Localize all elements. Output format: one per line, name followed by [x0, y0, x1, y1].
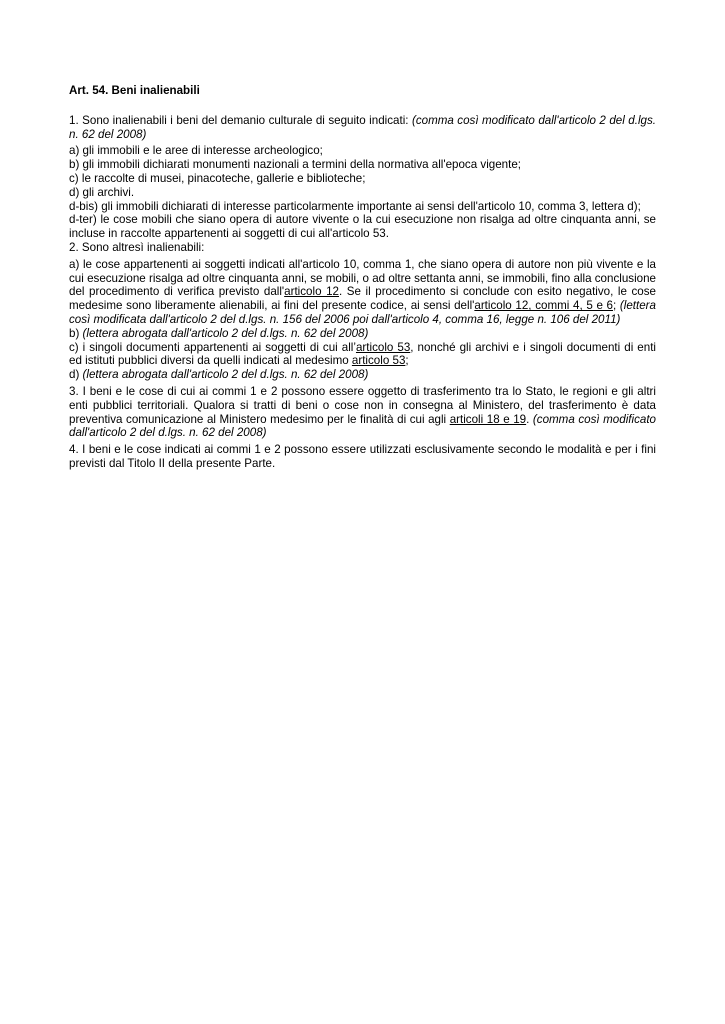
comma-2-item-d — [69, 368, 656, 382]
comma-1-note: (comma così modificato dall'articolo 2 del d.lgs. n. 62 del 2008) — [69, 113, 656, 141]
link-articolo-53-b[interactable]: articolo 53 — [351, 354, 406, 368]
comma-2-c-text-1: c) i singoli documenti appartenenti ai soggetti di cui all’ — [69, 340, 356, 354]
comma-2-item-c — [69, 341, 656, 369]
comma-1-item-c: c) le raccolte di musei, pinacoteche, gallerie e biblioteche; — [69, 171, 366, 185]
article-title: Art. 54. Beni inalienabili — [69, 84, 200, 97]
comma-4-paragraph: 4. I beni e le cose indicati ai commi 1 e 2 possono essere utilizzati esclusivamente secondo le modalità e per i fini previsti dal Titolo II della presente Parte. — [69, 443, 656, 470]
link-articoli-18-19[interactable]: articoli 18 e 19 — [449, 412, 527, 426]
link-articolo-12-commi[interactable]: articolo 12, commi 4, 5 e 6 — [474, 299, 614, 313]
comma-1-item-d-ter: d-ter) le cose mobili che siano opera di autore vivente o la cui esecuzione non risalga ad oltre cinquanta anni, se incluse in raccolte appartenenti ai soggetti di cui all'articolo 53. — [69, 213, 656, 241]
comma-1-intro: 1. Sono inalienabili i beni del demanio culturale di seguito indicati: — [69, 113, 412, 127]
document-page — [69, 84, 656, 474]
comma-3-sep: . — [526, 412, 533, 426]
comma-3-note: (comma così modificato dall'articolo 2 del d.lgs. n. 62 del 2008) — [69, 412, 656, 440]
comma-1-item-d: d) gli archivi. — [69, 185, 135, 199]
comma-1-item-a: a) gli immobili e le aree di interesse archeologico; — [69, 144, 323, 158]
comma-1-item-d-bis: d-bis) gli immobili dichiarati di interesse particolarmente importante ai sensi dell'articolo 10, comma 3, lettera d); — [69, 199, 641, 213]
comma-2-a-text-1: a) le cose appartenenti ai soggetti indicati all'articolo 10, comma 1, che siano opera di autore non più vivente e la cui esecuzione risalga ad oltre cinquanta anni, se mobili, o ad oltre settanta anni, se immobili, fino alla conclusione del procedimento di verifica previsto dall' — [69, 257, 656, 299]
comma-2-item-a — [69, 258, 656, 327]
comma-2-c-text-2: , nonché gli archivi e i singoli documenti di enti ed istituti pubblici diversi da quelli indicati al medesimo — [69, 340, 656, 368]
comma-2-c-text-3: ; — [405, 354, 409, 368]
comma-1-paragraph — [69, 114, 656, 142]
comma-2-b-note: (lettera abrogata dall'articolo 2 del d.lgs. n. 62 del 2008) — [82, 326, 369, 340]
comma-2-b-prefix: b) — [69, 326, 83, 340]
comma-3-text: 3. I beni e le cose di cui ai commi 1 e 2 possono essere oggetto di trasferimento tra lo Stato, le regioni e gli altri enti pubblici territoriali. Qualora si tratti di beni o cose non in consegna al Ministero, del trasferimento è data preventiva comunicazione al Ministero medesimo per le finalità di cui agli — [69, 384, 656, 426]
comma-1-item-b: b) gli immobili dichiarati monumenti nazionali a termini della normativa all'epoca vigente; — [69, 158, 522, 172]
link-articolo-53-a[interactable]: articolo 53 — [355, 340, 411, 354]
comma-3-paragraph — [69, 385, 656, 440]
comma-2-intro: 2. Sono altresì inalienabili: — [69, 240, 205, 254]
comma-2-a-text-3: ; — [613, 299, 620, 313]
comma-2-item-b — [69, 327, 656, 341]
comma-2-a-note: (lettera così modificata dall'articolo 2 del d.lgs. n. 156 del 2006 poi dall'articolo 4, comma 16, legge n. 106 del 2011) — [69, 299, 656, 326]
comma-2-d-prefix: d) — [69, 368, 83, 382]
comma-2-a-text-2: . Se il procedimento si conclude con esito negativo, le cose medesime sono liberamente alienabili, ai fini del presente codice, ai sensi dell' — [69, 285, 656, 313]
comma-2-d-note: (lettera abrogata dall'articolo 2 del d.lgs. n. 62 del 2008) — [82, 368, 369, 382]
link-articolo-12[interactable]: articolo 12 — [284, 285, 339, 299]
